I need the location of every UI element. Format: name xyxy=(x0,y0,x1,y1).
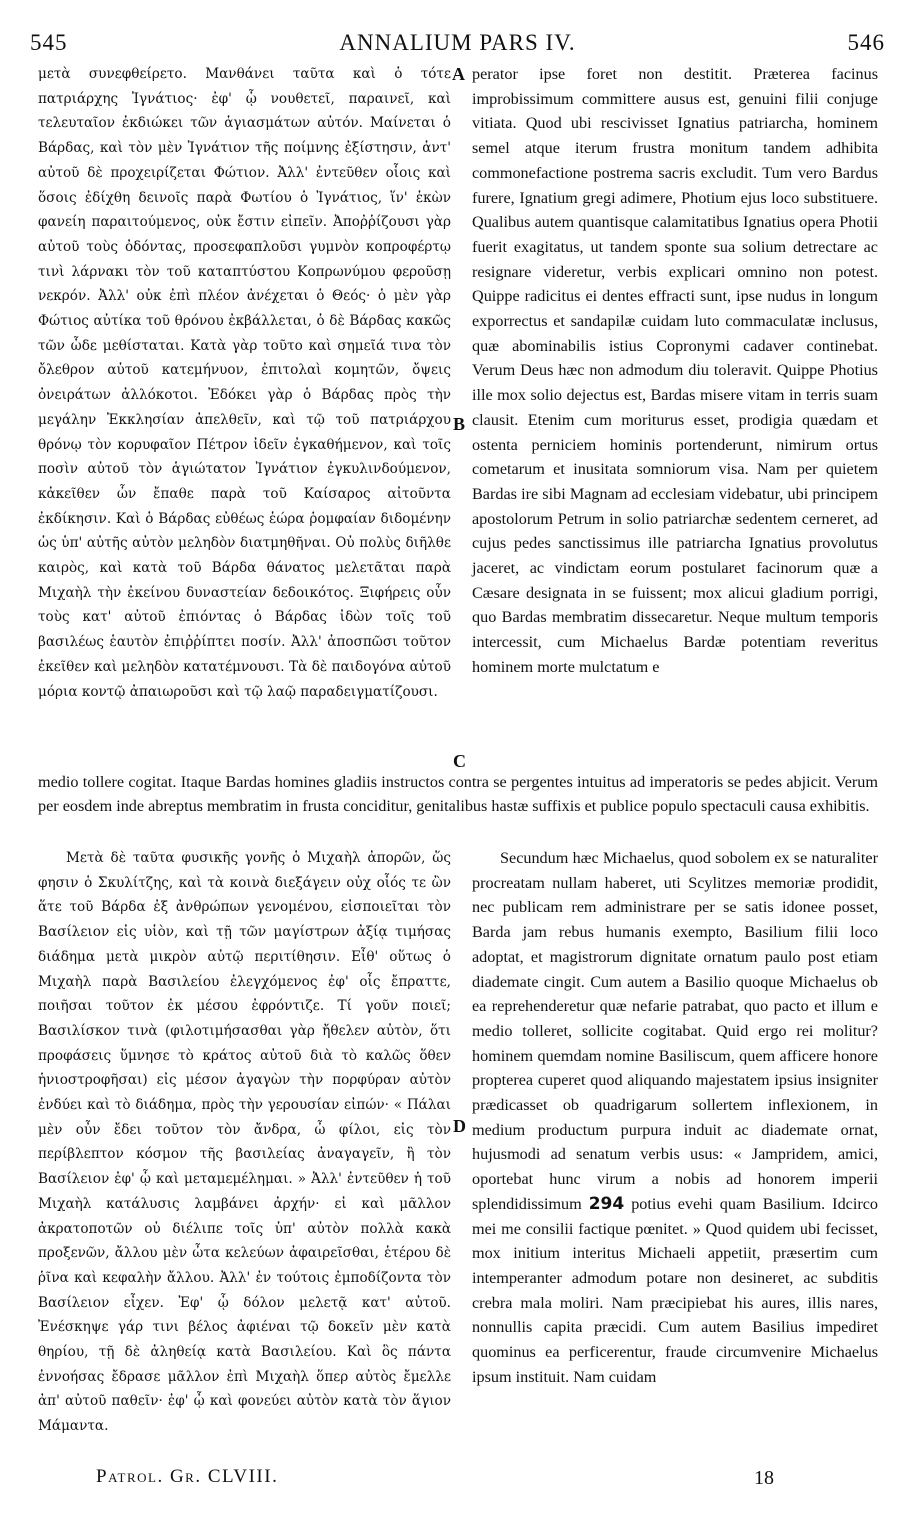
running-title: ANNALIUM PARS IV. xyxy=(339,30,576,55)
page-number-right: 546 xyxy=(847,30,885,55)
latin-continuation-paragraph: medio tollere cogitat. Itaque Bardas homines gladiis instructos contra se pergentes intuitus ad imperatoris se pedes abjicit. Verum per eosdem inde abreptus membratim in frusta conciditur, genitalibus hastæ suffixis et publice populo spectaculi causa exhibitis. xyxy=(38,773,878,815)
section-marker-b: B xyxy=(453,414,466,434)
column-number: 294 xyxy=(588,1193,625,1214)
greek-paragraph: Μετὰ δὲ ταῦτα φυσικῆς γονῆς ὁ Μιχαὴλ ἀπορῶν, ὥς φησιν ὁ Σκυλίτζης, καὶ τὰ κοινὰ διεξάγειν οὐχ οἷός τε ὢν ἅτε τοῦ Βάρδα ἐξ ἀνθρώπων γενομένου, εἰσποιεῖται τὸν Βασίλειον εἰς υἱὸν, καὶ τῇ τῶν μαγίστρων ἀξίᾳ τιμήσας διάδημα μετὰ μικρὸν αὐτῷ περιτίθησιν. Εἶθ' οὕτως ὁ Μιχαὴλ παρὰ Βασιλείου ἐλεγχόμενος ἐφ' οἷς ἔπραττε, ποιῆσαι τοῦτον ἐκ μέσου ἐφρόντιζε. Τί γοῦν ποιεῖ; Βασιλίσκον τινὰ (φιλοτιμήσασθαι γὰρ ἤθελεν αὐτὸν, ὅτι προφάσεις ὕμνησε τὸ κράτος αὐτοῦ διὰ τὸ καλῶς ὅθεν ἡνιοστροφῆσαι) εἰς μέσον ἀγαγὼν τὴν πορφύραν αὐτὸν ἐνδύει καὶ τὸ διάδημα, πρὸς τὴν γερουσίαν εἰπών· « Πάλαι μὲν οὖν ἔδει τοῦτον τὸν ἄνδρα, ὦ φίλοι, εἰς τὸν περίβλεπτον κόσμον τῆς βασιλείας ἀναγαγεῖν, ἢ τὸν Βασίλειον ἐφ' ᾧ καὶ μεταμεμέλημαι. » Ἀλλ' ἐντεῦθεν ἡ τοῦ Μιχαὴλ κατάλυσις λαμβάνει ἀρχήν· εἰ καὶ μᾶλλον ἀκρατοποτῶν οὐ διέλιπε τοῖς ὑπ' αὐτὸν πολλὰ κακὰ προξενῶν, ἄλλου μὲν ὦτα κελεύων ἀφαιρεῖσθαι, ἑτέρου δὲ ῥῖνα καὶ κεφαλὴν ἄλλου. Ἀλλ' ἐν τούτοις ἐμποδίζοντα τὸν Βασίλειον εἶχεν. Ἐφ' ᾧ δόλον μελετᾷ κατ' αὐτοῦ. Ἐνέσκηψε γάρ τινι βέλος ἀφιέναι τῷ δοκεῖν μὲν κατὰ θηρίου, τῇ δὲ ἀληθείᾳ κατὰ Βασιλείου. Καὶ ὃς πάντα ἐννοήσας ἔδρασε μᾶλλον ἐπὶ Μιχαὴλ ὅπερ αὐτὸς ἔμελλε ἀπ' αὐτοῦ παθεῖν· ἐφ' ᾧ καὶ φονεύει αὐτὸν κατὰ τὸν ἅγιον Μάμαντα. xyxy=(38,850,451,1435)
greek-column-top xyxy=(38,62,451,704)
latin-full-width-continuation xyxy=(38,771,878,818)
latin-text-before-column-number: Secundum hæc Michaelus, quod sobolem ex se naturaliter procreatam nullam haberet, uti Scylitzes memoriæ prodidit, nec publicam rem administrare per se satis idonee posset, Barda jam rebus humanis exempto, Basilium filii loco adoptat, et magistrorum dignitate ornatum paulo post etiam diademate cingit. Cum autem a Basilio quoque Michaelus ob ea reprehenderetur quæ nefarie patrabat, quo pacto et illum e medio tolleret, sollicite cogitabat. Quid ergo rei molitur? hominem quemdam nomine Basiliscum, quem afficere honore propterea cuperet quod aliquando majestatem ipsius insigniter prædicasset ob quadrigarum sollertem inflexionem, in medium productum purpura induit ac diademate ornat, hujusmodi ad senatum verbis usus: « Jampridem, amici, oportebat hunc virum a nobis ad honorem imperii splendidissimum xyxy=(472,849,878,1213)
running-header xyxy=(30,30,885,58)
latin-paragraph: perator ipse foret non destitit. Præterea facinus improbissimum committere ausus est, genuini filii conjuge vitiata. Quod ubi rescivisset Ignatius patriarcha, hominem semel atque iterum frustra monitum tandem adhibita commonefactione postrema sacris excludit. Tum vero Bardus furere, Ignatium gregi adimere, Photium ejus loco substituere. Qualibus autem quantisque calamitatibus Ignatius opera Photii fuerit exagitatus, ut tandem sponte sua solium detrectare ac resignare videretur, verbis explicari omnino non potest. Quippe radicitus ei dentes effracti sunt, ipse nudus in longum exporrectus et sandapilæ cuidam luto commaculatæ inclusus, quæ abominabilis istius Copronymi cadaver continebat. Verum Deus hæc non admodum diu toleravit. Quippe Photius ille mox solio dejectus est, Bardas misere vitam in terris suam clausit. Etenim cum moriturus esset, prodigia quædam et ostenta perniciem hominis portenderunt, nimirum ortus cometarum et inusitata somniorum visa. Nam per quietem Bardas ire sibi Magnam ad ecclesiam videbatur, ubi principem apostolorum Petrum in solio patriarchæ sedentem cerneret, ad cujus pedes sanctissimus ille patriarcha Ignatius provolutus jaceret, ac vindictam eorum postularet facinorum quæ a Cæsare designata in se fuissent; mox alicui gladium porrigi, quo Bardas membratim dissecaretur. Neque multum temporis intercessit, cum Michaelus Bardæ potentiam reveritus hominem morte mulctatum e xyxy=(472,65,878,676)
greek-paragraph: μετὰ συνεφθείρετο. Μανθάνει ταῦτα καὶ ὁ τότε πατριάρχης Ἰγνάτιος· ἐφ' ᾧ νουθετεῖ, παραινεῖ, καὶ τελευταῖον ἐκδιώκει τῶν ἁγιασμάτων αὐτόν. Μαίνεται ὁ Βάρδας, καὶ τὸν μὲν Ἰγνάτιον τῆς ποίμνης ἐξίστησιν, ἀντ' αὐτοῦ δὲ προχειρίζεται Φώτιον. Ἀλλ' ἐντεῦθεν οἷοις καὶ ὅσοις ἐδίχθη δεινοῖς παρὰ Φωτίου ὁ Ἰγνάτιος, ἵν' ἑκὼν φανείη παραιτούμενος, οὐκ ἔστιν εἰπεῖν. Ἀποῤῥίζουσι γὰρ αὐτοῦ τοὺς ὀδόντας, προσεφαπλοῦσι γυμνὸν κοπροφέρτῳ τινὶ λάρνακι τὸν τοῦ καταπτύστου Κοπρωνύμου φεροῦσῃ νεκρόν. Ἀλλ' οὐκ ἐπὶ πλέον ἀνέχεται ὁ Θεός· ὁ μὲν γὰρ Φώτιος αὐτίκα τοῦ θρόνου ἐκβάλλεται, ὁ δὲ Βάρδας κακῶς τῶν ὧδε μεθίσταται. Κατὰ γὰρ τοῦτο καὶ σημεῖά τινα τὸν ὄλεθρον αὐτοῦ κατεμήνυον, ἐπιτολαὶ κομητῶν, ὄψεις ὀνειράτων ἀλλόκοτοι. Ἐδόκει γὰρ ὁ Βάρδας πρὸς τὴν μεγάλην Ἐκκλησίαν ἀπελθεῖν, καὶ τῷ τοῦ πατριάρχου θρόνῳ τὸν κορυφαῖον Πέτρον ἰδεῖν ἐγκαθήμενον, καὶ τοῖς ποσὶν αὐτοῦ τὸν ἁγιώτατον Ἰγνάτιον ἐγκυλινδούμενον, κἀκεῖθεν ὧν ἔπαθε παρὰ τοῦ Καίσαρος αἰτοῦντα ἐκδίκησιν. Καὶ ὁ Βάρδας εὐθέως ἑώρα ῥομφαίαν διδομένην ὡς ὑπ' αὐτῆς αὐτὸν μεληδὸν διατμηθῆναι. Οὐ πολὺς διῆλθε καιρὸς, καὶ κατὰ τοῦ Βάρδα θάνατος μελετᾶται παρὰ Μιχαὴλ τὴν ἐκείνου δυναστείαν δεδοικότος. Ξιφήρεις οὖν τοὺς κατ' αὐτοῦ ἐπιόντας ὁ Βάρδας ἰδὼν τοῖς τοῦ βασιλέως ἑαυτὸν ἐπιῤῥίπτει ποσίν. Ἀλλ' ἀποσπῶσι τοῦτον ἐκεῖθεν καὶ μεληδὸν κατατέμνουσι. Τὰ δὲ παιδογόνα αὐτοῦ μόρια κοντῷ ἀπαιωροῦσι καὶ τῷ λαῷ παραδειγματίζουσι. xyxy=(38,66,451,700)
page-number-left: 545 xyxy=(30,30,68,55)
volume-signature: Patrol. Gr. CLVIII. xyxy=(96,1466,279,1487)
section-marker-a: A xyxy=(452,64,465,84)
section-marker-c: C xyxy=(453,751,466,771)
latin-column-top xyxy=(472,62,878,680)
latin-text-after-column-number: potius evehi quam Basilium. Idcirco mei me consilii factique pœnitet. » Quod quidem ubi fecisset, mox initium interitus Michaeli appetiit, præsertim cum intemperanter admodum potare non desineret, ac subditis crebra mala moliri. Nam præcipiebat his aures, illis nares, nonnullis capita præcidi. Cum autem Basilius impediret quominus ea perficerentur, fraude circumvenire Michaelus ipsum instituit. Nam cuidam xyxy=(472,1194,879,1386)
latin-paragraph xyxy=(472,846,878,1389)
latin-column-bottom xyxy=(472,846,878,1389)
section-marker-d: D xyxy=(453,1116,466,1136)
gathering-number: 18 xyxy=(754,1467,774,1489)
greek-column-bottom xyxy=(38,846,451,1439)
